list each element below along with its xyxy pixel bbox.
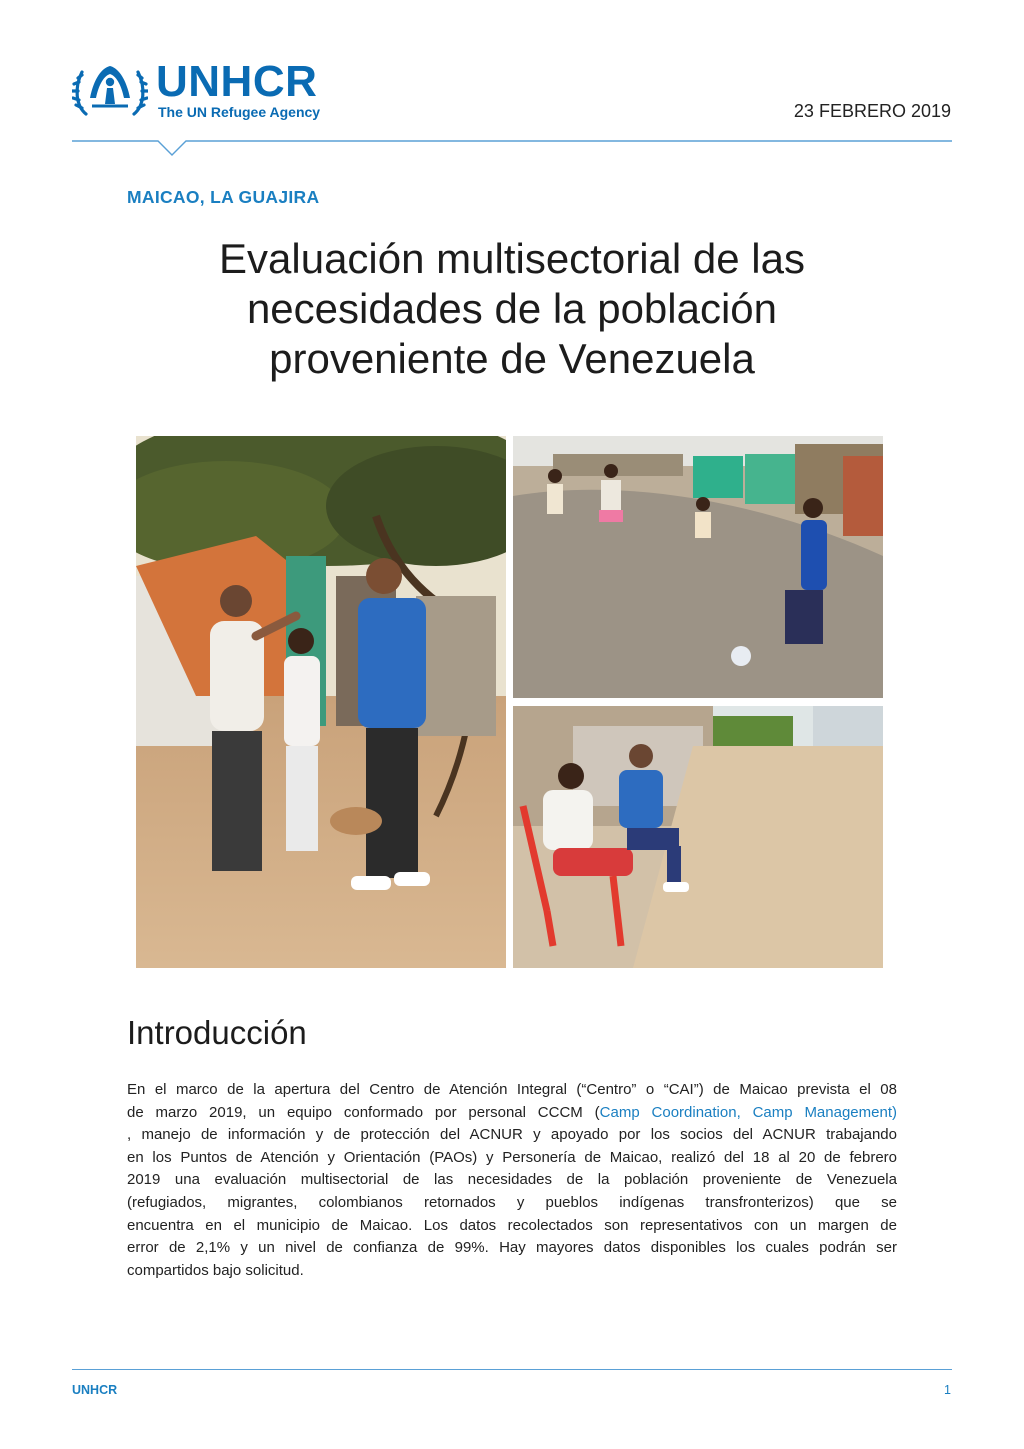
title-line: Evaluación multisectorial de las	[219, 235, 805, 282]
paragraph-line: (refugiados, migrantes, colombianos retornados y pueblos indígenas transfronterizos) que se	[127, 1193, 897, 1211]
logo-wordmark: UNHCR	[156, 57, 318, 106]
paragraph-line: 2019 una evaluación multisectorial de las necesidades de la población proveniente de Venezuela	[127, 1171, 897, 1189]
paragraph-line	[127, 1102, 897, 1125]
section-heading: Introducción	[127, 1014, 307, 1051]
cccm-link[interactable]: Camp Coordination, Camp Management)	[599, 1103, 897, 1121]
paragraph-line: en los Puntos de Atención y Orientación (PAOs) y Personería de Maicao, realizó del 18 al 20 de febrero	[127, 1148, 897, 1166]
unhcr-logo	[72, 58, 362, 124]
document-title	[0, 234, 1024, 384]
footer-org: UNHCR	[72, 1383, 118, 1397]
page-number: 1	[944, 1383, 951, 1397]
photo-children-playing-football	[513, 436, 883, 698]
paragraph-line: compartidos bajo solicitud.	[127, 1261, 304, 1279]
unhcr-emblem-icon	[72, 58, 148, 120]
paragraph-text: de marzo 2019, un equipo conformado por personal CCCM (	[127, 1103, 600, 1121]
title-line: necesidades de la población	[246, 285, 778, 332]
location-label: MAICAO, LA GUAJIRA	[127, 187, 320, 207]
title-line: proveniente de Venezuela	[269, 335, 755, 382]
paragraph-line: En el marco de la apertura del Centro de Atención Integral (“Centro” o “CAI”) de Maicao prevista el 08	[127, 1081, 897, 1098]
logo-tagline: The UN Refugee Agency	[158, 104, 321, 120]
paragraph-line: encuentra en el municipio de Maicao. Los datos recolectados son representativos con un margen de	[127, 1216, 897, 1234]
intro-paragraph	[127, 1079, 897, 1282]
footer-divider	[72, 1369, 952, 1370]
photo-interview-family	[136, 436, 506, 968]
paragraph-line: , manejo de información y de protección del ACNUR y apoyado por los socios del ACNUR trabajando	[127, 1126, 897, 1144]
paragraph-line: error de 2,1% y un nivel de confianza de 99%. Hay mayores datos disponibles los cuales podrán ser	[127, 1239, 897, 1257]
report-date: 23 FEBRERO 2019	[793, 101, 951, 121]
photo-interview-seated	[513, 706, 883, 968]
header-divider	[72, 140, 952, 162]
